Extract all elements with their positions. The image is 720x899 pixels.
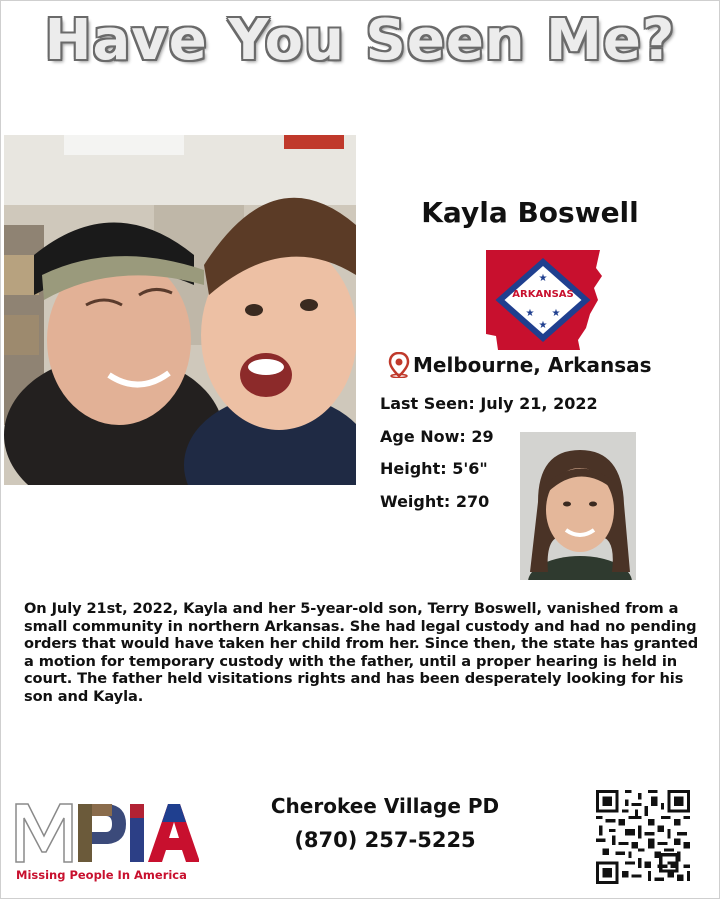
qr-code-icon[interactable] bbox=[596, 790, 690, 884]
agency-phone[interactable]: (870) 257-5225 bbox=[294, 828, 476, 852]
location-text: Melbourne, Arkansas bbox=[413, 353, 652, 377]
location-row bbox=[388, 350, 652, 380]
portrait-photo bbox=[520, 432, 636, 580]
missing-person-name: Kayla Boswell bbox=[421, 196, 639, 229]
poster-headline: Have You Seen Me? bbox=[44, 8, 676, 73]
weight: Weight: 270 bbox=[380, 492, 490, 511]
arkansas-flag-icon bbox=[482, 248, 604, 352]
state-flag-text: ARKANSAS bbox=[512, 289, 574, 300]
svg-text:★: ★ bbox=[551, 308, 561, 319]
svg-text:★: ★ bbox=[538, 320, 548, 331]
mpia-logo bbox=[12, 800, 202, 890]
main-photo-illustration bbox=[4, 135, 356, 485]
age-now: Age Now: 29 bbox=[380, 427, 494, 446]
last-seen: Last Seen: July 21, 2022 bbox=[380, 394, 598, 413]
svg-text:★: ★ bbox=[538, 273, 548, 284]
main-photo bbox=[4, 135, 356, 485]
mpia-logo-letters bbox=[14, 800, 199, 864]
height: Height: 5'6" bbox=[380, 459, 488, 478]
agency-name: Cherokee Village PD bbox=[270, 794, 500, 818]
story-paragraph: On July 21st, 2022, Kayla and her 5-year-old son, Terry Boswell, vanished from a small community in northern Arkansas. She had legal custody and had no pending orders that would have taken her child from her. Since then, the state has granted a motion for temporary custody with the father, until a proper hearing is held in court. The father held visitations rights and has been desperately looking for his son and Kayla. bbox=[24, 600, 699, 705]
portrait-illustration bbox=[520, 432, 636, 580]
mpia-tagline: Missing People In America bbox=[16, 868, 187, 882]
map-pin-icon bbox=[388, 352, 410, 378]
svg-text:★: ★ bbox=[525, 308, 535, 319]
